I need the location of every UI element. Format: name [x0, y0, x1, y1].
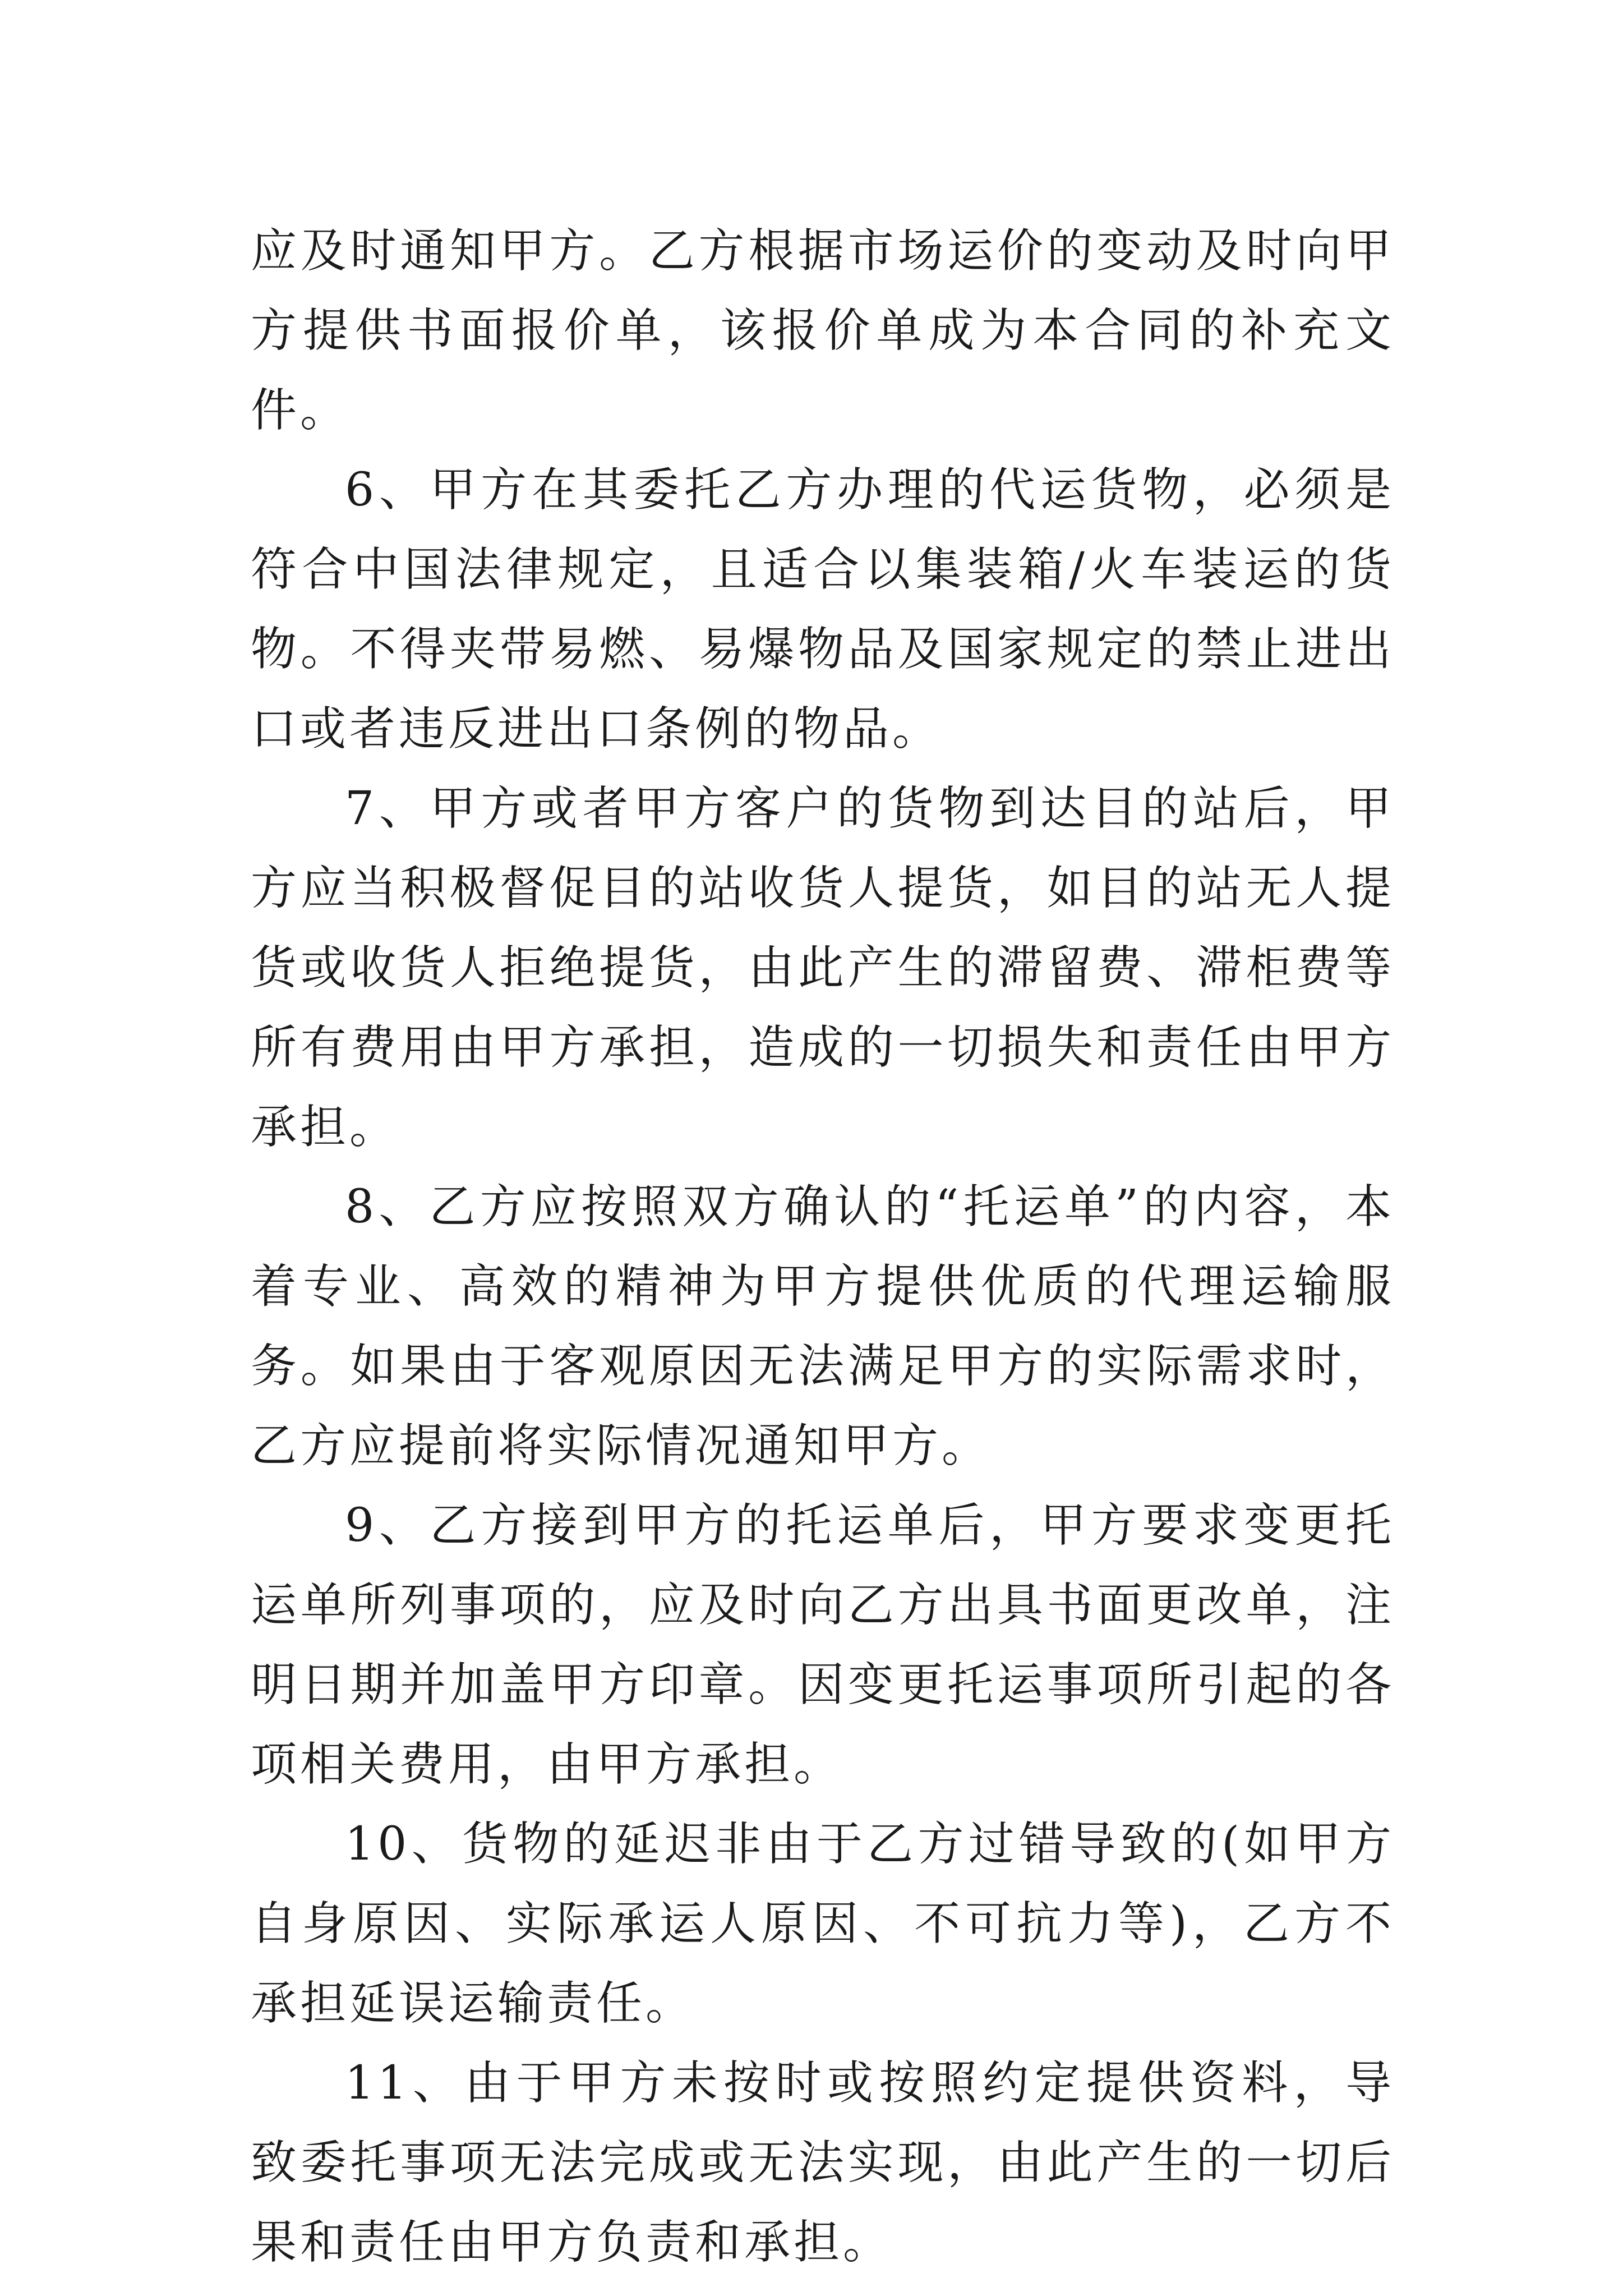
- clause-7: 7、甲方或者甲方客户的货物到达目的站后，甲方应当积极督促目的站收货人提货，如目的站无人提货或收货人拒绝提货，由此产生的滞留费、滞柜费等所有费用由甲方承担，造成的一切损失和责任由甲方承担。: [251, 782, 1395, 1154]
- paragraph-continuation: 应及时通知甲方。乙方根据市场运价的变动及时向甲方提供书面报价单，该报价单成为本合同的补充文件。: [251, 224, 1395, 437]
- clause-6: 6、甲方在其委托乙方办理的代运货物，必须是符合中国法律规定，且适合以集装箱/火车装运的货物。不得夹带易燃、易爆物品及国家规定的禁止进出口或者违反进出口条例的物品。: [251, 463, 1395, 756]
- clause-9: 9、乙方接到甲方的托运单后，甲方要求变更托运单所列事项的，应及时向乙方出具书面更改单，注明日期并加盖甲方印章。因变更托运事项所引起的各项相关费用，由甲方承担。: [251, 1499, 1395, 1791]
- clause-8: 8、乙方应按照双方确认的“托运单”的内容，本着专业、高效的精神为甲方提供优质的代理运输服务。如果由于客观原因无法满足甲方的实际需求时，乙方应提前将实际情况通知甲方。: [251, 1180, 1395, 1473]
- contract-body: [251, 211, 1395, 2283]
- clause-10: 10、货物的延迟非由于乙方过错导致的(如甲方自身原因、实际承运人原因、不可抗力等)，乙方不承担延误运输责任。: [251, 1818, 1395, 2030]
- clause-11: 11、由于甲方未按时或按照约定提供资料，导致委托事项无法完成或无法实现，由此产生的一切后果和责任由甲方负责和承担。: [251, 2056, 1395, 2269]
